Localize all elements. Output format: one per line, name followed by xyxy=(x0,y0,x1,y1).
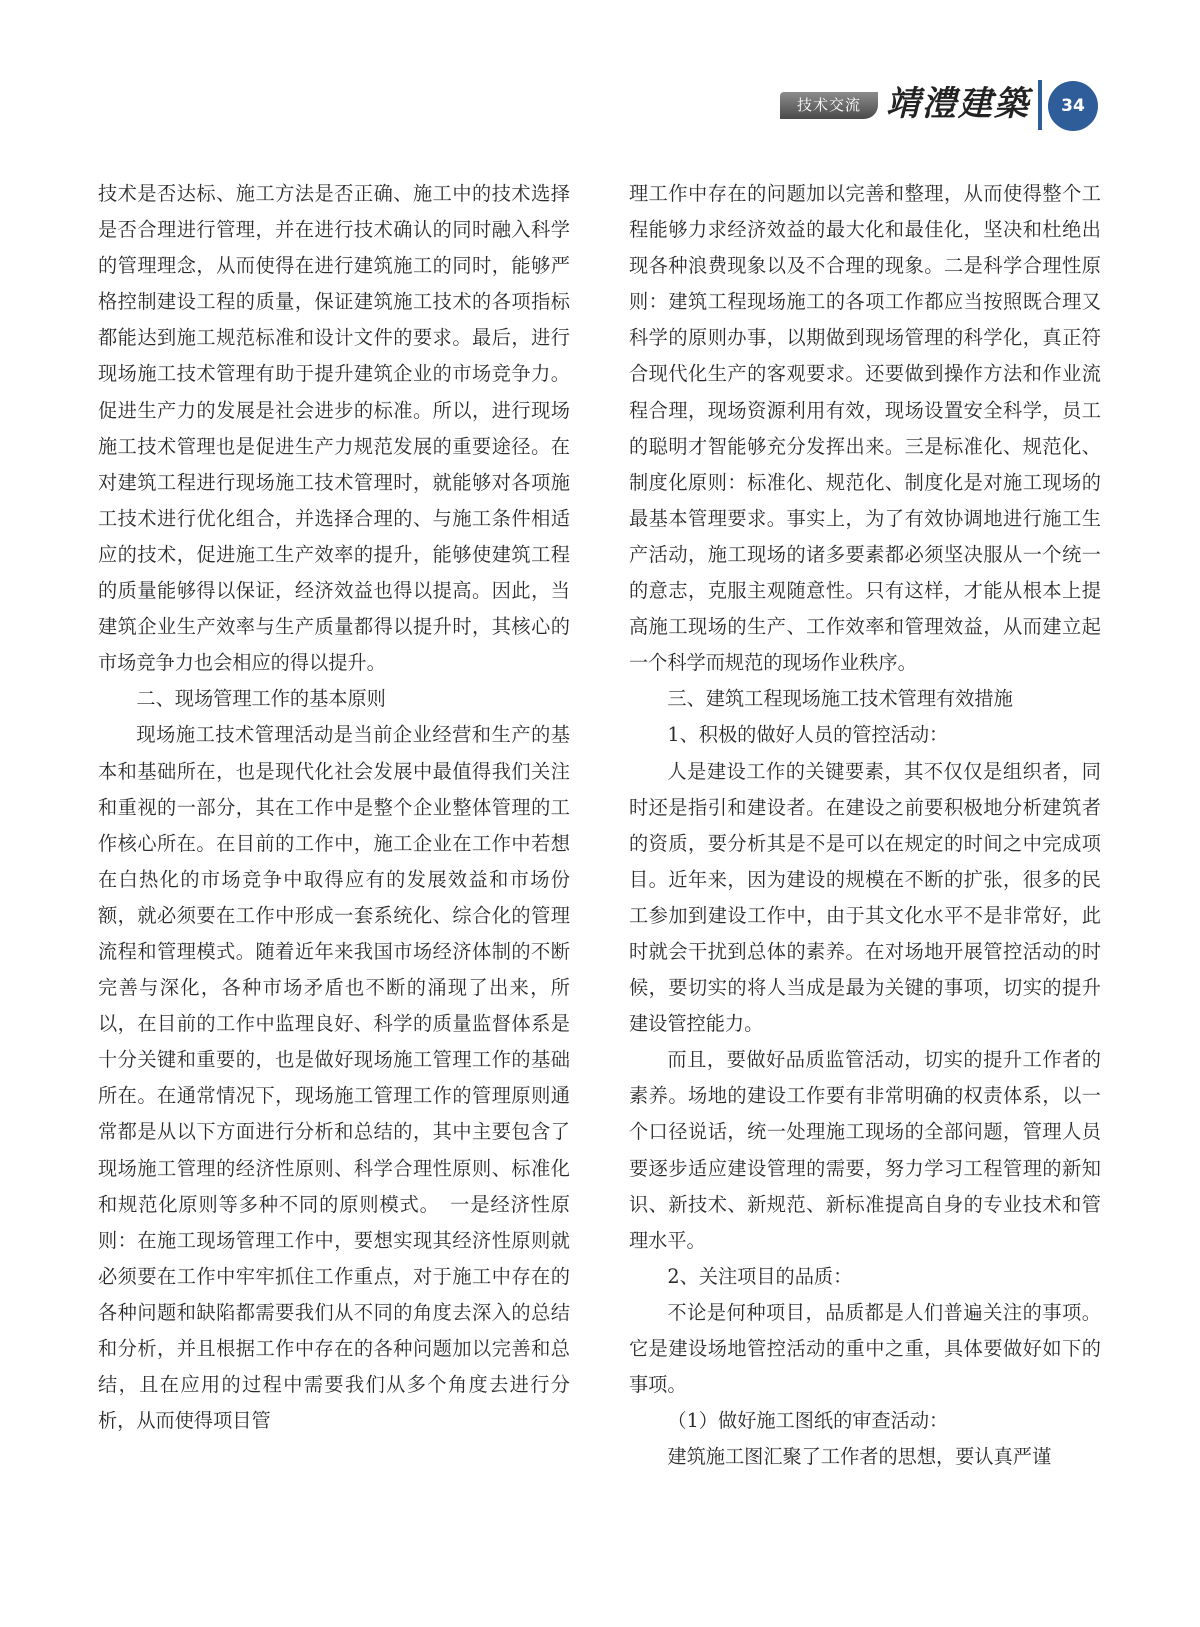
paragraph: 技术是否达标、施工方法是否正确、施工中的技术选择是否合理进行管理，并在进行技术确认的同时融入科学的管理理念，从而使得在进行建筑施工的同时，能够严格控制建设工程的质量，保证建筑施工技术的各项指标都能达到施工规范标准和设计文件的要求。最后，进行现场施工技术管理有助于提升建筑企业的市场竞争力。促进生产力的发展是社会进步的标准。所以，进行现场施工技术管理也是促进生产力规范发展的重要途径。在对建筑工程进行现场施工技术管理时，就能够对各项施工技术进行优化组合，并选择合理的、与施工条件相适应的技术，促进施工生产效率的提升，能够使建筑工程的质量能够得以保证，经济效益也得以提高。因此，当建筑企业生产效率与生产质量都得以提升时，其核心的市场竞争力也会相应的得以提升。 xyxy=(98,182,570,675)
section-tag: 技术交流 xyxy=(780,92,878,119)
section-heading: 二、现场管理工作的基本原则 xyxy=(136,687,386,711)
subheading: （1）做好施工图纸的审查活动： xyxy=(667,1409,949,1433)
paragraph: 建筑施工图汇聚了工作者的思想，要认真严谨 xyxy=(667,1445,1052,1469)
subheading: 1、积极的做好人员的管控活动： xyxy=(667,723,949,747)
right-column xyxy=(629,176,1101,1475)
page-number-badge: 34 xyxy=(1048,81,1098,131)
subheading: 2、关注项目的品质： xyxy=(667,1264,853,1288)
section-heading: 三、建筑工程现场施工技术管理有效措施 xyxy=(667,687,1013,711)
left-column xyxy=(98,176,570,1439)
header-divider xyxy=(1038,80,1042,130)
paragraph: 而且，要做好品质监管活动，切实的提升工作者的素养。场地的建设工作要有非常明确的权责体系，以一个口径说话，统一处理施工现场的全部问题，管理人员要逐步适应建设管理的需要，努力学习工程管理的新知识、新技术、新规范、新标准提高自身的专业技术和管理水平。 xyxy=(629,1048,1101,1252)
paragraph: 现场施工技术管理活动是当前企业经营和生产的基本和基础所在，也是现代化社会发展中最值得我们关注和重视的一部分，其在工作中是整个企业整体管理的工作核心所在。在目前的工作中，施工企业在工作中若想在白热化的市场竞争中取得应有的发展效益和市场份额，就必须要在工作中形成一套系统化、综合化的管理流程和管理模式。随着近年来我国市场经济体制的不断完善与深化，各种市场矛盾也不断的涌现了出来，所以，在目前的工作中监理良好、科学的质量监督体系是十分关键和重要的，也是做好现场施工管理工作的基础所在。在通常情况下，现场施工管理工作的管理原则通常都是从以下方面进行分析和总结的，其中主要包含了现场施工管理的经济性原则、科学合理性原则、标准化和规范化原则等多种不同的原则模式。 一是经济性原则：在施工现场管理工作中，要想实现其经济性原则就必须要在工作中牢牢抓住工作重点，对于施工中存在的各种问题和缺陷都需要我们从不同的角度去深入的总结和分析，并且根据工作中存在的各种问题加以完善和总结，且在应用的过程中需要我们从多个角度去进行分析，从而使得项目管 xyxy=(98,723,570,1433)
page-header xyxy=(0,78,1200,138)
paragraph: 不论是何种项目，品质都是人们普遍关注的事项。它是建设场地管控活动的重中之重，具体要做好如下的事项。 xyxy=(629,1300,1101,1397)
paragraph: 理工作中存在的问题加以完善和整理，从而使得整个工程能够力求经济效益的最大化和最佳化，坚决和杜绝出现各种浪费现象以及不合理的现象。二是科学合理性原则：建筑工程现场施工的各项工作都应当按照既合理又科学的原则办事，以期做到现场管理的科学化，真正符合现代化生产的客观要求。还要做到操作方法和作业流程合理，现场资源利用有效，现场设置安全科学，员工的聪明才智能够充分发挥出来。三是标准化、规范化、制度化原则：标准化、规范化、制度化是对施工现场的最基本管理要求。事实上，为了有效协调地进行施工生产活动，施工现场的诸多要素都必须坚决服从一个统一的意志，克服主观随意性。只有这样，才能从根本上提高施工现场的生产、工作效率和管理效益，从而建立起一个科学而规范的现场作业秩序。 xyxy=(629,182,1101,675)
paragraph: 人是建设工作的关键要素，其不仅仅是组织者，同时还是指引和建设者。在建设之前要积极地分析建筑者的资质，要分析其是不是可以在规定的时间之中完成项目。近年来，因为建设的规模在不断的扩张，很多的民工参加到建设工作中，由于其文化水平不是非常好，此时就会干扰到总体的素养。在对场地开展管控活动的时候，要切实的将人当成是最为关键的事项，切实的提升建设管控能力。 xyxy=(629,759,1101,1036)
journal-masthead: 靖澧建築 xyxy=(886,84,1030,124)
